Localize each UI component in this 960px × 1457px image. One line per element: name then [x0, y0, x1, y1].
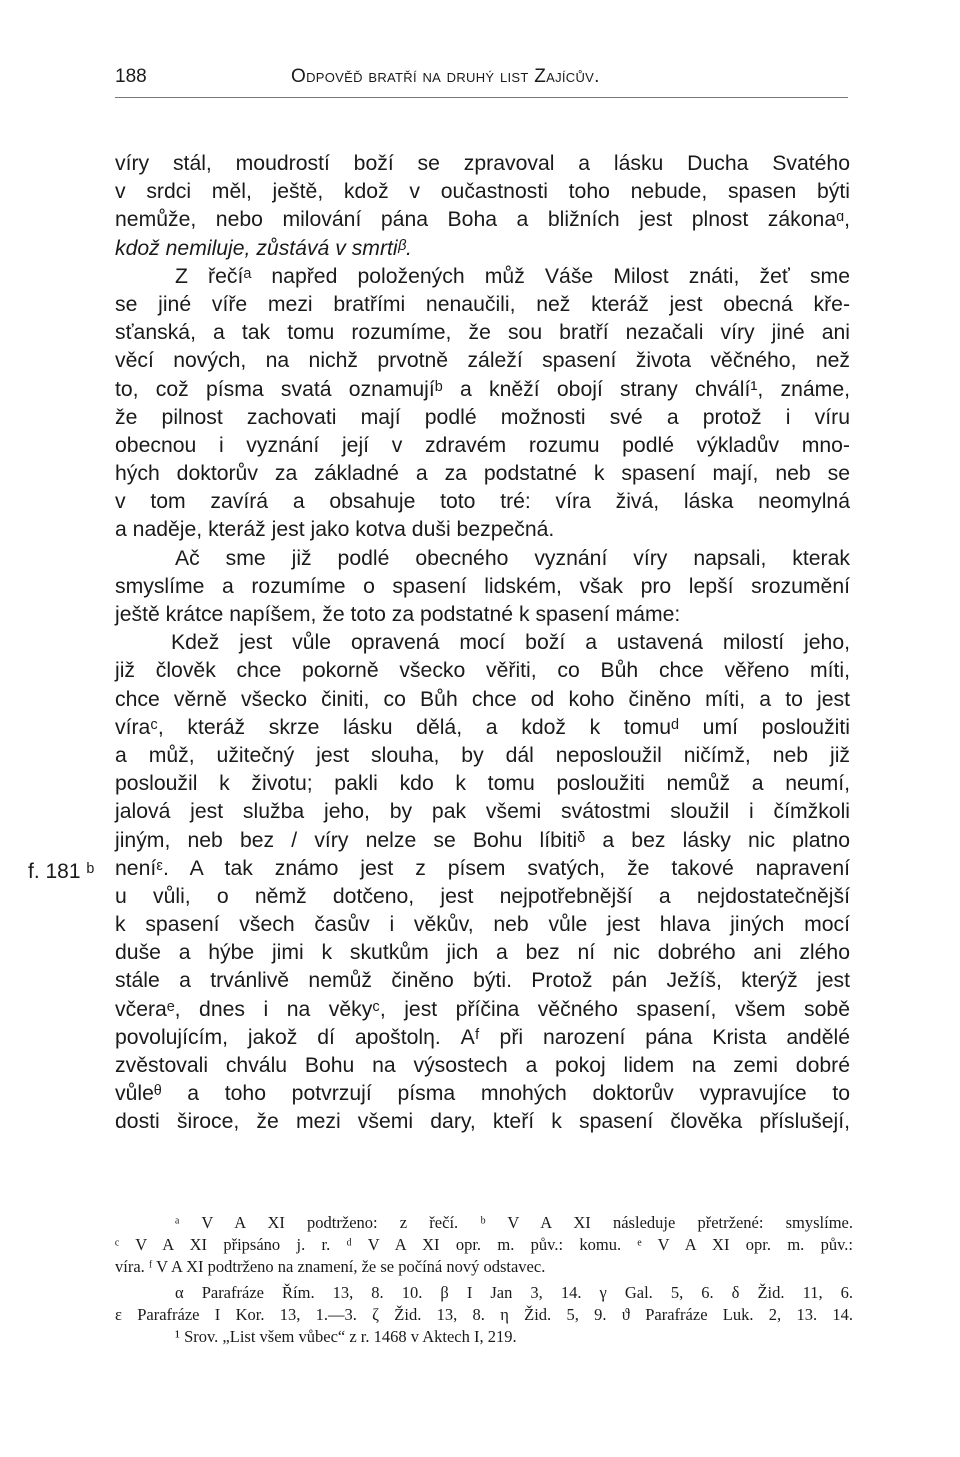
- text-line: to, což písma svatá oznamujíᵇ a kněží obojí strany chválí¹, známe,: [115, 377, 850, 401]
- text-line: se jiné víře mezi bratřími nenaučili, než kteráž jest obecná kře-: [115, 292, 850, 316]
- text-line: Z řečíᵃ napřed položených můž Váše Milost znáti, žeť sme: [175, 264, 850, 288]
- running-title: Odpověď bratří na druhý list Zajícův.: [291, 66, 600, 87]
- text-line: a naděje, kteráž jest jako kotva duši bezpečná.: [115, 518, 555, 542]
- text-line: u vůli, o němž dotčeno, jest nejpotřebnější a nejdostatečnější: [115, 884, 850, 908]
- main-text: [115, 150, 850, 1137]
- text-line: zvěstovali chválu Bohu na výsostech a pokoj lidem na zemi dobré: [115, 1054, 850, 1077]
- footnote-line: α Parafráze Řím. 13, 8. 10. β I Jan 3, 14. γ Gal. 5, 6. δ Žid. 11, 6.: [175, 1283, 853, 1302]
- text-line: hých doktorův za základné a za podstatné k spasení mají, neb se: [115, 462, 850, 486]
- text-line: Ač sme již podlé obecného vyznání víry napsali, kterak: [175, 546, 850, 570]
- text-line: neníᵋ. A tak známo jest z písem svatých, že takové napravení: [115, 856, 850, 880]
- text-line: dosti široce, že mezi všemi dary, kteří k spasení člověka příslušejí,: [115, 1110, 850, 1134]
- text-line: duše a hýbe jimi k skutkům jich a bez ní nic dobrého ani zlého: [115, 941, 850, 965]
- text-line: v tom zavírá a obsahuje toto tré: víra živá, láska neomylná: [115, 490, 850, 514]
- text-line: věcí nových, na nichž prvotně záleží spasení života věčného, než: [115, 349, 850, 373]
- text-line: nemůže, nebo milování pána Boha a bližních jest plnost zákonaᵅ,: [115, 208, 850, 232]
- footnote-line: ᵃ V A XI podtrženo: z řečí. ᵇ V A XI následuje přetržené: smyslíme.: [175, 1213, 853, 1232]
- text-line: chce věrně všecko činiti, co Bůh chce od koho činěno míti, a to jest: [115, 687, 850, 711]
- text-line: povolujícím, jakož dí apoštolη. Aᶠ při narození pána Krista andělé: [115, 1025, 850, 1049]
- footnotes: [115, 1212, 853, 1348]
- footnote-line: víra. ᶠ V A XI podtrženo na znamení, že se počíná nový odstavec.: [115, 1257, 546, 1276]
- text-line: jiným, neb bez / víry nelze se Bohu líbitiᵟ a bez lásky nic platno: [115, 828, 850, 852]
- text-line: smyslíme a rozumíme o spasení lidském, však pro lepší srozumění: [115, 574, 850, 598]
- page-header: [115, 62, 850, 102]
- footnote-line: ᶜ V A XI připsáno j. r. ᵈ V A XI opr. m. pův.: komu. ᵉ V A XI opr. m. pův.:: [115, 1235, 853, 1254]
- text-line: stále a trvánlivě nemůž činěno býti. Protož pán Ježíš, kterýž jest: [115, 969, 850, 993]
- text-line: a můž, užitečný jest slouha, by dál neposloužil ničímž, neb již: [115, 743, 850, 767]
- text-line: víry stál, moudrostí boží se zpravoval a lásku Ducha Svatého: [115, 152, 850, 175]
- text-line: vůleᶿ a toho potvrzují písma mnohých doktorův vypravujíce to: [115, 1082, 850, 1106]
- text-line: sťanská, a tak tomu rozumíme, že sou bratří nezačali víry jiné ani: [115, 321, 850, 345]
- text-line: již člověk chce pokorně všecko věřiti, co Bůh chce věřeno míti,: [115, 659, 850, 683]
- text-line: posloužil k životu; pakli kdo k tomu posloužiti nemůž a neumí,: [115, 772, 850, 796]
- text-line: že pilnost zachovati mají podlé možnosti své a protož i víru: [115, 405, 850, 429]
- text-line: ještě krátce napíšem, že toto za podstatné k spasení máme:: [115, 603, 681, 626]
- text-line: kdož nemiluje, zůstává v smrtiᵝ.: [115, 236, 412, 260]
- text-line: obecnou i vyznání její v zdravém rozumu podlé výkladův mno-: [115, 433, 850, 457]
- footnote-line: ¹ Srov. „List všem vůbec“ z r. 1468 v Aktech I, 219.: [175, 1327, 517, 1346]
- text-line: v srdci měl, ještě, kdož v oučastnosti toho nebude, spasen býti: [115, 180, 850, 204]
- header-rule: [115, 97, 848, 98]
- text-line: k spasení všech časův i věkův, neb vůle jest hlava jiných mocí: [115, 913, 850, 937]
- page-number: 188: [115, 66, 147, 87]
- text-line: jalová jest služba jeho, by pak všemi svátostmi sloužil i čímžkoli: [115, 800, 850, 824]
- text-line: víraᶜ, kteráž skrze lásku dělá, a kdož k tomuᵈ umí posloužiti: [115, 715, 850, 739]
- folio-margin-note: f. 181 ᵇ: [28, 860, 95, 883]
- footnote-line: ε Parafráze I Kor. 13, 1.—3. ζ Žid. 13, 8. η Žid. 5, 9. ϑ Parafráze Luk. 2, 13. 14.: [115, 1305, 853, 1324]
- text-line: Kdež jest vůle opravená mocí boží a ustavená milostí jeho,: [171, 631, 850, 655]
- text-line: včeraᵉ, dnes i na věkyᶜ, jest příčina věčného spasení, všem sobě: [115, 997, 850, 1021]
